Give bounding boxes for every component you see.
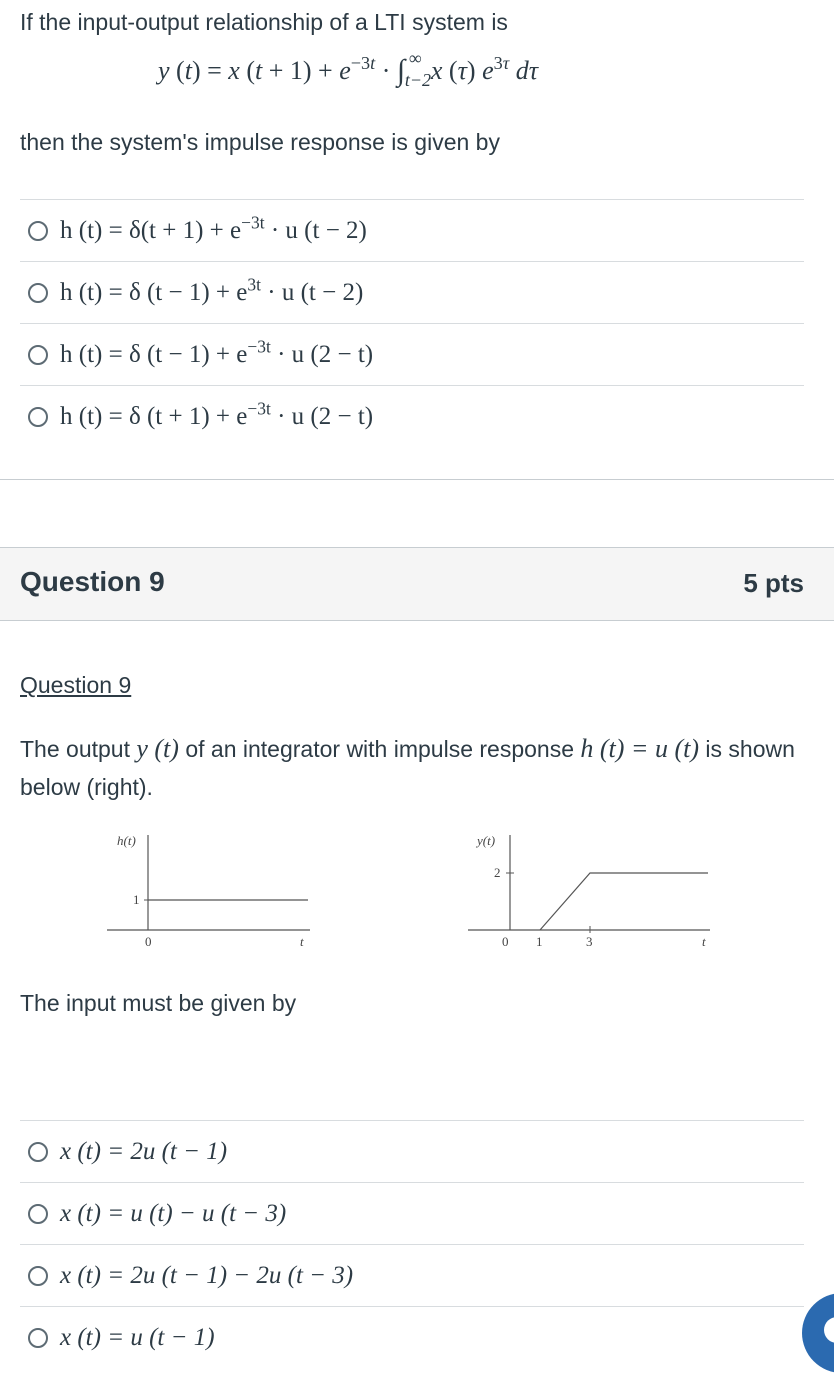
q8-answer-label-3: h (t) = δ $(t - 1) + e^{-3t} \cdot u$ (2 − t) xyxy=(60,335,374,368)
q8-answer-option-2[interactable] xyxy=(20,261,804,323)
q9-answer-label-1: x (t) = 2u (t − 1) xyxy=(60,1137,228,1165)
chat-help-button[interactable] xyxy=(802,1293,834,1373)
y-plot-ylabel: y(t) xyxy=(477,833,496,848)
radio-button[interactable] xyxy=(28,1142,48,1162)
h-plot-ylabel: h(t) xyxy=(117,833,136,848)
radio-button[interactable] xyxy=(28,221,48,241)
h-plot-zero-label: 0 xyxy=(145,934,152,949)
q8-answer-option-1[interactable] xyxy=(20,199,804,261)
q9-answer-label-3: x (t) = 2u (t − 1) − 2u (t − 3) xyxy=(60,1261,354,1289)
q9-header xyxy=(0,547,834,621)
q8-answer-list xyxy=(20,199,804,447)
q8-answer-option-4[interactable] xyxy=(20,385,804,447)
q8-answer-label-2: h (t) = δ $(t - 1) + e^{3t} \cdot u$ (t − 2) xyxy=(60,273,364,306)
q8-answer-label-1: h $(t) = \delta(t + 1) + e^{-3t} \cdot u$ (t − 2) xyxy=(60,211,367,244)
q9-answer-option-4[interactable] xyxy=(20,1306,804,1368)
h-plot xyxy=(107,833,310,949)
q9-answer-option-3[interactable] xyxy=(20,1244,804,1306)
q9-answer-label-2: x (t) = u (t) − u (t − 3) xyxy=(60,1199,287,1227)
chat-bubble-icon xyxy=(824,1317,834,1343)
y-plot-zero-label: 0 xyxy=(502,934,509,949)
question-divider xyxy=(0,479,834,480)
y-plot xyxy=(468,833,710,949)
q8-equation: y (t) = x $(t + 1) + e^{-3t}$ · ∫ ∞ t−2 x (τ) $e^{3\tau}$ dτ xyxy=(158,48,539,91)
q8-prompt-text: If the input-output relationship of a LTI system is xyxy=(20,9,508,35)
q8-answer-label-4: h (t) = δ $(t + 1) + e^{-3t} \cdot u$ (2 − t) xyxy=(60,397,374,430)
radio-button[interactable] xyxy=(28,1328,48,1348)
y-plot-t-label: t xyxy=(702,934,706,949)
q9-answer-option-1[interactable] xyxy=(20,1120,804,1182)
y-plot-ramp-line xyxy=(540,873,708,930)
y-plot-one-label: 1 xyxy=(536,934,543,949)
radio-button[interactable] xyxy=(28,1266,48,1286)
h-plot-one-label: 1 xyxy=(133,892,140,907)
h-plot-t-label: t xyxy=(300,934,304,949)
y-plot-two-label: 2 xyxy=(494,865,501,880)
q9-figure xyxy=(100,825,720,955)
radio-button[interactable] xyxy=(28,407,48,427)
q9-input-text: The input must be given by xyxy=(20,990,297,1016)
q9-answer-option-2[interactable] xyxy=(20,1182,804,1244)
q9-sub-link[interactable]: Question 9 xyxy=(20,672,132,698)
q9-answer-label-4: x (t) = u (t − 1) xyxy=(60,1323,215,1351)
q8-answer-option-3[interactable] xyxy=(20,323,804,385)
radio-button[interactable] xyxy=(28,283,48,303)
y-plot-three-label: 3 xyxy=(586,934,593,949)
q9-answer-list xyxy=(20,1120,804,1368)
q9-title: Question 9 xyxy=(20,566,165,597)
radio-button[interactable] xyxy=(28,1204,48,1224)
radio-button[interactable] xyxy=(28,345,48,365)
q9-question-text: The output y (t) of an integrator with impulse response h (t) = u (t) is shown below (right). xyxy=(20,734,795,800)
q9-points: 5 pts xyxy=(743,568,804,598)
q8-then-text: then the system's impulse response is given by xyxy=(20,129,500,155)
